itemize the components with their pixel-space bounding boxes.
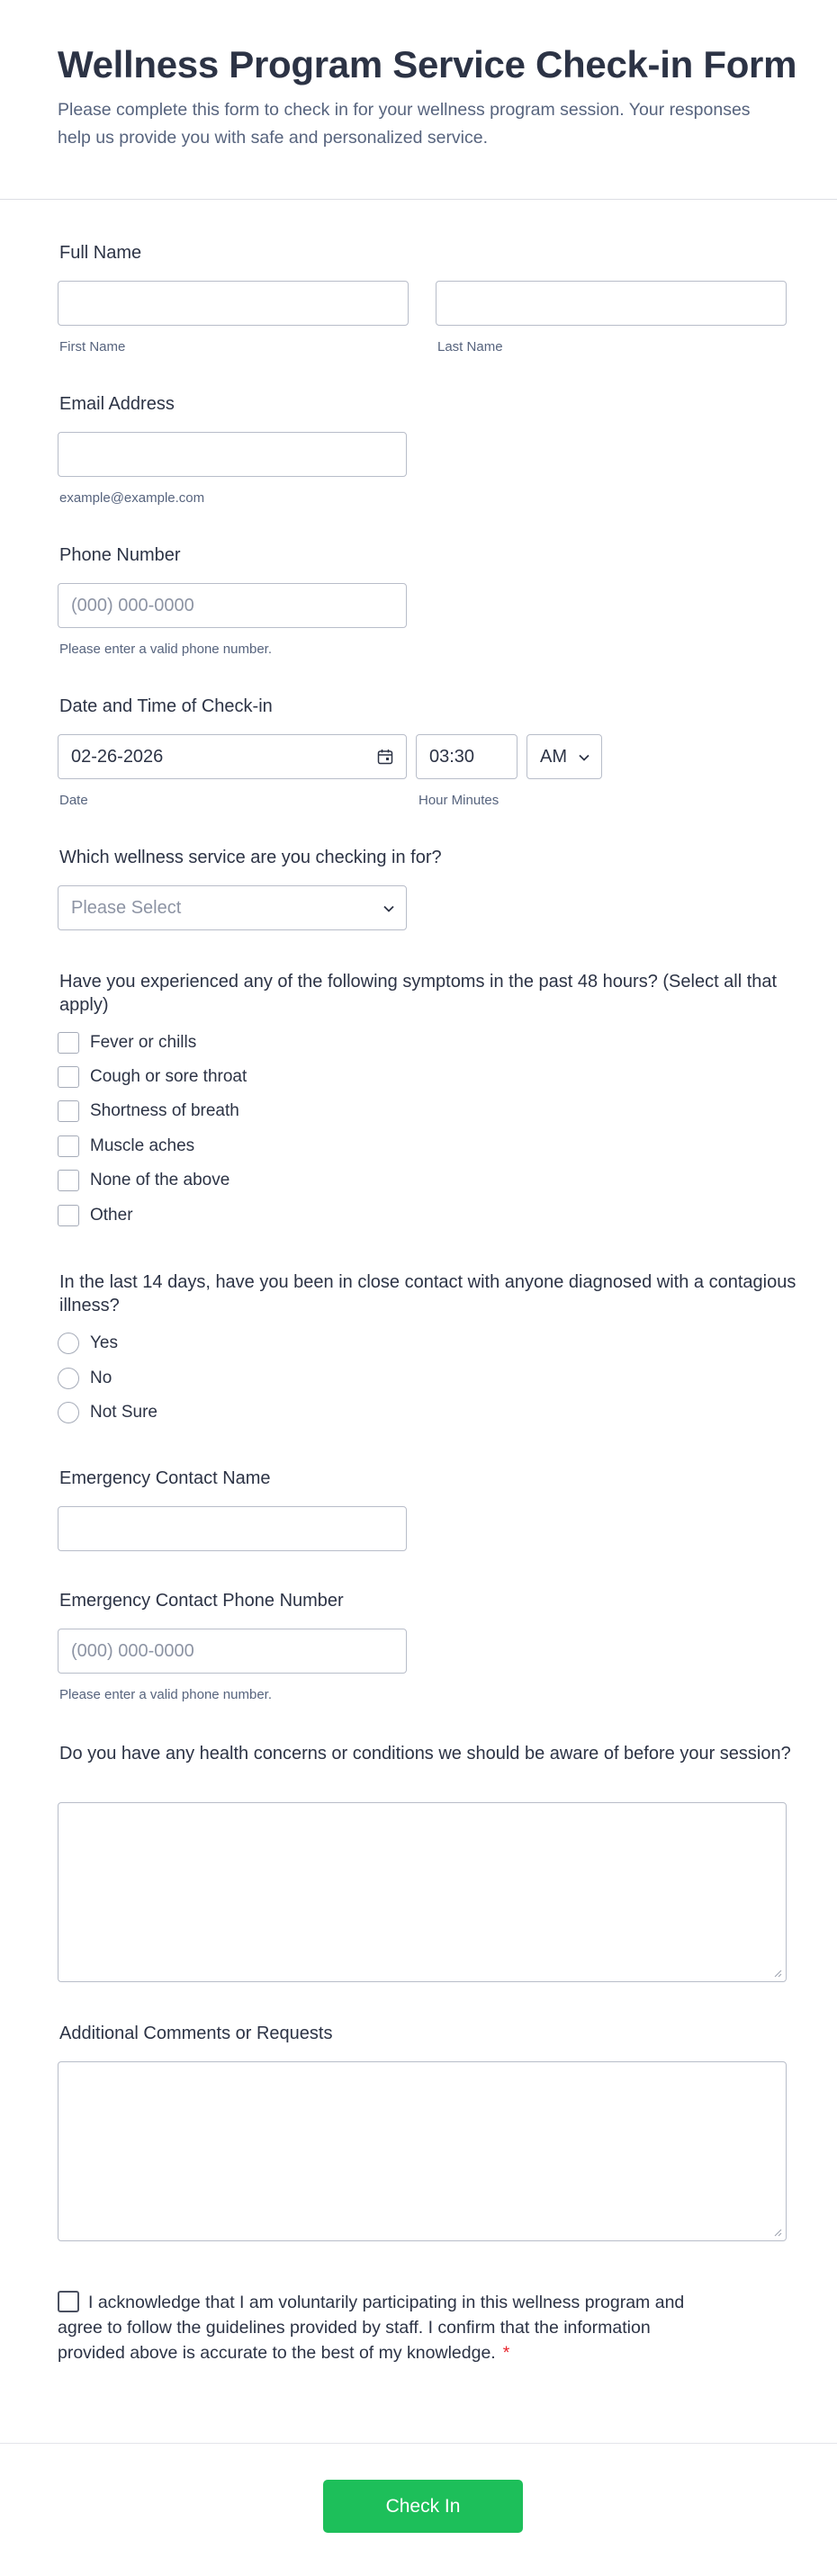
last-name-sublabel: Last Name xyxy=(437,339,503,355)
calendar-icon[interactable] xyxy=(377,749,393,765)
checkbox[interactable] xyxy=(58,1205,79,1226)
datetime-label: Date and Time of Check-in xyxy=(59,696,273,716)
date-input[interactable]: 02-26-2026 xyxy=(58,734,407,779)
radio-button[interactable] xyxy=(58,1402,79,1423)
chevron-down-icon xyxy=(382,902,395,915)
checkbox[interactable] xyxy=(58,1066,79,1088)
radio-button[interactable] xyxy=(58,1333,79,1354)
checkbox[interactable] xyxy=(58,1100,79,1122)
check-in-button[interactable]: Check In xyxy=(323,2480,523,2533)
emergency-phone-label: Emergency Contact Phone Number xyxy=(59,1591,344,1611)
emergency-name-input[interactable] xyxy=(58,1506,407,1551)
emergency-phone-sublabel: Please enter a valid phone number. xyxy=(59,1687,272,1702)
resize-handle-icon[interactable] xyxy=(773,1969,782,1978)
email-label: Email Address xyxy=(59,394,175,414)
phone-sublabel: Please enter a valid phone number. xyxy=(59,642,272,657)
first-name-sublabel: First Name xyxy=(59,339,126,355)
form-subtitle: Please complete this form to check in for your wellness program session. Your responses help us provide you with safe and personalized service. xyxy=(58,100,751,148)
symptom-option[interactable]: Other xyxy=(58,1204,133,1227)
ampm-select[interactable]: AM xyxy=(526,734,602,779)
symptoms-label: Have you experienced any of the following symptoms in the past 48 hours? (Select all that apply) xyxy=(59,972,778,1015)
checkbox[interactable] xyxy=(58,1135,79,1157)
emergency-phone-input[interactable]: (000) 000-0000 xyxy=(58,1629,407,1674)
radio-button[interactable] xyxy=(58,1368,79,1389)
time-input[interactable]: 03:30 xyxy=(416,734,518,779)
form-header xyxy=(0,0,837,200)
email-sublabel: example@example.com xyxy=(59,490,205,506)
comments-label: Additional Comments or Requests xyxy=(59,2024,333,2043)
last-name-input[interactable] xyxy=(436,281,787,326)
contact-option[interactable]: Not Sure xyxy=(58,1401,158,1424)
acknowledgment-text: I acknowledge that I am voluntarily participating in this wellness program and agree to follow the guidelines provided by staff. I confirm that the information provided above is accurate to the best of my knowledge. xyxy=(58,2293,685,2363)
form-title: Wellness Program Service Check-in Form xyxy=(58,43,797,85)
symptom-option[interactable]: None of the above xyxy=(58,1169,230,1192)
comments-textarea[interactable] xyxy=(58,2061,787,2241)
service-select[interactable]: Please Select xyxy=(58,885,407,930)
email-input[interactable] xyxy=(58,432,407,477)
service-label: Which wellness service are you checking in for? xyxy=(59,848,442,867)
symptom-option[interactable]: Cough or sore throat xyxy=(58,1065,247,1089)
resize-handle-icon[interactable] xyxy=(773,2228,782,2237)
emergency-name-label: Emergency Contact Name xyxy=(59,1468,271,1488)
symptom-option[interactable]: Shortness of breath xyxy=(58,1100,239,1123)
symptom-option[interactable]: Fever or chills xyxy=(58,1031,196,1055)
time-sublabel: Hour Minutes xyxy=(418,793,500,808)
first-name-input[interactable] xyxy=(58,281,409,326)
form-footer xyxy=(0,2443,837,2576)
chevron-down-icon xyxy=(578,751,590,764)
acknowledgment-checkbox[interactable] xyxy=(58,2291,79,2312)
health-concerns-textarea[interactable] xyxy=(58,1802,787,1982)
phone-label: Phone Number xyxy=(59,545,181,565)
checkbox[interactable] xyxy=(58,1170,79,1191)
symptom-option[interactable]: Muscle aches xyxy=(58,1135,194,1158)
health-concerns-label: Do you have any health concerns or conditions we should be aware of before your session? xyxy=(59,1744,791,1764)
phone-input[interactable]: (000) 000-0000 xyxy=(58,583,407,628)
required-mark: * xyxy=(502,2343,510,2363)
contact-option[interactable]: No xyxy=(58,1367,112,1390)
contact-label: In the last 14 days, have you been in close contact with anyone diagnosed with a contagious illness? xyxy=(59,1272,796,1315)
checkbox[interactable] xyxy=(58,1032,79,1054)
acknowledgment[interactable] xyxy=(58,2290,706,2365)
date-sublabel: Date xyxy=(59,793,88,808)
full-name-label: Full Name xyxy=(59,243,142,263)
contact-option[interactable]: Yes xyxy=(58,1332,118,1355)
